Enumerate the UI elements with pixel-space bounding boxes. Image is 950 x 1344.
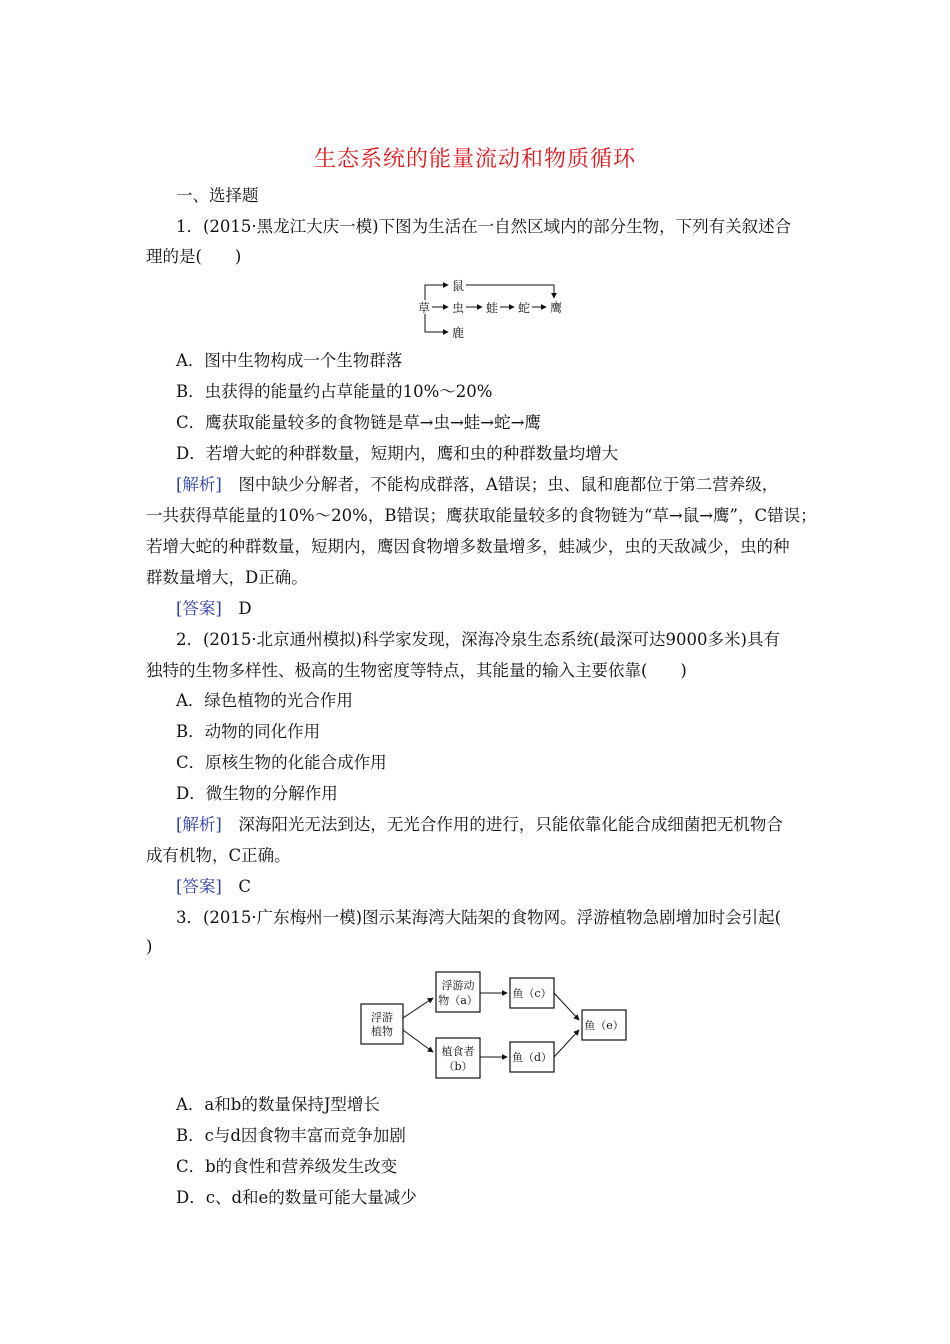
q2-answer-line [176, 876, 251, 898]
q3-option-a: A．a和b的数量保持J型增长 [176, 1095, 380, 1114]
q3-option-b: B．c与d因食物丰富而竞争加剧 [176, 1126, 406, 1145]
label-zoo-1: 浮游动 [441, 979, 475, 992]
arrow-fishc-fishe [554, 993, 579, 1020]
q3-option-d: D．c、d和e的数量可能大量减少 [176, 1188, 417, 1207]
arrow-grass-mouse [425, 285, 448, 300]
q2-answer-tag: [答案] [176, 877, 222, 896]
node-grass: 草 [418, 301, 431, 315]
node-snake: 蛇 [518, 301, 531, 315]
q1-stem-line1: 1．(2015·黑龙江大庆一模)下图为生活在一自然区域内的部分生物，下列有关叙述合 [176, 217, 792, 236]
arrow-phyto-herb [403, 1030, 433, 1052]
label-phyto-2: 植物 [371, 1025, 393, 1038]
q1-food-web-diagram [418, 276, 570, 344]
label-zoo-2: 物（a） [438, 994, 478, 1007]
label-phyto-1: 浮游 [371, 1011, 393, 1024]
q1-stem-line2: 理的是( ) [146, 247, 242, 266]
q2-analysis-line2: 成有机物，C正确。 [146, 846, 291, 865]
q2-option-b: B．动物的同化作用 [176, 722, 321, 741]
q1-analysis-line1 [176, 474, 778, 496]
q1-analysis-text: 图中缺少分解者，不能构成群落，A错误；虫、鼠和鹿都位于第二营养级， [221, 475, 779, 494]
node-frog: 蛙 [486, 301, 499, 315]
q1-analysis-line4: 群数量增大，D正确。 [146, 568, 308, 587]
q1-analysis-line2: 一共获得草能量的10%～20%，B错误；鹰获取能量较多的食物链为“草→鼠→鹰”，C错误； [146, 506, 817, 525]
q1-option-a: A．图中生物构成一个生物群落 [176, 351, 403, 370]
q2-stem-line1: 2．(2015·北京通州模拟)科学家发现，深海冷泉生态系统(最深可达9000多米)具有 [176, 630, 780, 649]
arrow-fishd-fishe [554, 1030, 579, 1057]
q1-option-c: C．鹰获取能量较多的食物链是草→虫→蛙→蛇→鹰 [176, 413, 541, 432]
section-heading: 一、选择题 [176, 186, 259, 205]
node-insect: 虫 [452, 301, 465, 315]
q1-answer-value: D [221, 599, 252, 618]
q2-option-c: C．原核生物的化能合成作用 [176, 753, 387, 772]
arrow-phyto-zoo [403, 998, 433, 1018]
q3-food-web-diagram [360, 968, 630, 1084]
page-title: 生态系统的能量流动和物质循环 [313, 147, 636, 172]
label-herb-1: 植食者 [441, 1045, 475, 1058]
q3-stem-line2: ) [146, 937, 153, 956]
label-fish-d: 鱼（d） [511, 1051, 553, 1064]
node-eagle: 鹰 [550, 301, 563, 315]
q1-analysis-tag: [解析] [176, 475, 222, 494]
box-phytoplankton [361, 1004, 403, 1044]
q2-option-a: A．绿色植物的光合作用 [176, 691, 353, 710]
q2-stem-line2: 独特的生物多样性、极高的生物密度等特点，其能量的输入主要依靠( ) [146, 661, 687, 680]
q1-option-d: D．若增大蛇的种群数量，短期内，鹰和虫的种群数量均增大 [176, 444, 619, 463]
q2-answer-value: C [221, 877, 251, 896]
q1-option-b: B．虫获得的能量约占草能量的10%～20% [176, 382, 493, 401]
q1-analysis-line3: 若增大蛇的种群数量，短期内，鹰因食物增多数量增多，蛙减少，虫的天敌减少，虫的种 [146, 537, 790, 556]
q2-analysis-text: 深海阳光无法到达，无光合作用的进行，只能依靠化能合成细菌把无机物合 [221, 815, 783, 834]
label-fish-e: 鱼（e） [584, 1019, 624, 1032]
label-fish-c: 鱼（c） [512, 987, 552, 1000]
arrow-mouse-eagle [466, 285, 554, 298]
q3-stem-line1: 3．(2015·广东梅州一模)图示某海湾大陆架的食物网。浮游植物急剧增加时会引起( [176, 908, 782, 927]
q1-answer-tag: [答案] [176, 599, 222, 618]
q2-analysis-tag: [解析] [176, 815, 222, 834]
q1-answer-line [176, 598, 252, 620]
node-deer: 鹿 [452, 326, 465, 340]
q2-analysis-line1 [176, 814, 783, 836]
arrow-grass-deer [425, 314, 448, 332]
node-mouse: 鼠 [452, 279, 465, 293]
q3-option-c: C．b的食性和营养级发生改变 [176, 1157, 398, 1176]
q2-option-d: D．微生物的分解作用 [176, 784, 338, 803]
label-herb-2: （b） [443, 1060, 473, 1073]
